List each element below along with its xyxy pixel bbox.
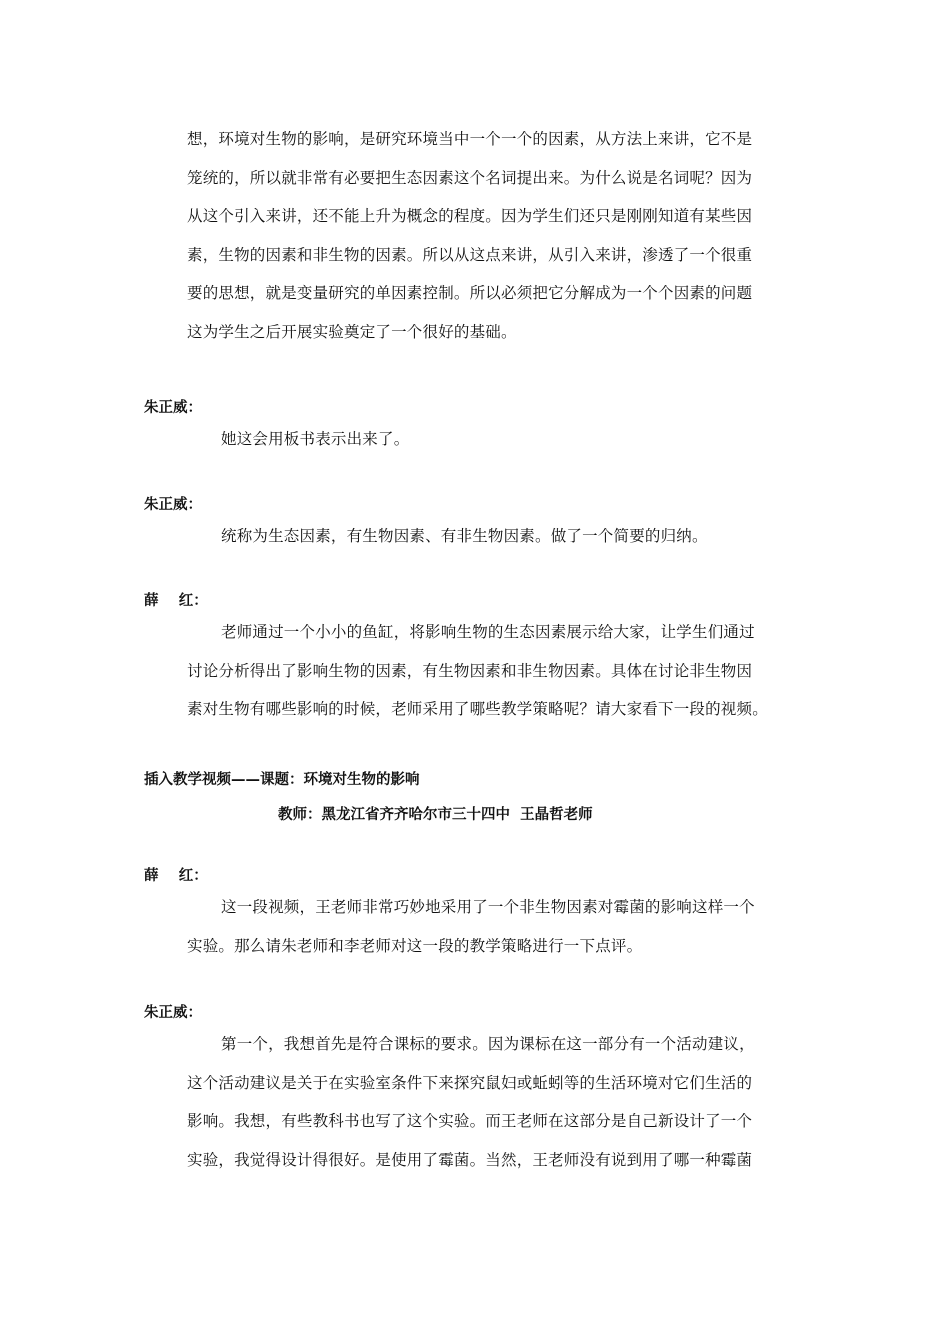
paragraph-line: 她这会用板书表示出来了。 (221, 430, 410, 448)
speaker-label: 薛 红： (144, 593, 208, 609)
paragraph-line: 要的思想，就是变量研究的单因素控制。所以必须把它分解成为一个个因素的问题 (187, 284, 753, 302)
paragraph-line: 从这个引入来讲，还不能上升为概念的程度。因为学生们还只是刚刚知道有某些因 (187, 207, 753, 225)
speech-paragraph (187, 420, 807, 459)
speech-paragraph (187, 888, 807, 965)
paragraph-line: 老师通过一个小小的鱼缸，将影响生物的生态因素展示给大家，让学生们通过 (221, 623, 755, 641)
speech-paragraph (187, 517, 807, 556)
speaker-label: 朱正威： (144, 400, 202, 416)
paragraph-line: 素，生物的因素和非生物的因素。所以从这点来讲，从引入来讲，渗透了一个很重 (187, 245, 753, 264)
speaker-label: 朱正威： (144, 497, 202, 513)
paragraph-line: 实验，我觉得设计得很好。是使用了霉菌。当然，王老师没有说到用了哪一种霉菌 (187, 1150, 753, 1169)
paragraph-line: 素对生物有哪些影响的时候，老师采用了哪些教学策略呢？请大家看下一段的视频。 (187, 700, 768, 718)
paragraph-line: 这为学生之后开展实验奠定了一个很好的基础。 (187, 322, 517, 341)
speaker-label: 薛 红： (144, 868, 208, 884)
video-insert-teacher: 教师：黑龙江省齐齐哈尔市三十四中 王晶哲老师 (278, 807, 593, 823)
paragraph-line: 讨论分析得出了影响生物的因素，有生物因素和非生物因素。具体在讨论非生物因 (187, 661, 753, 680)
speech-paragraph (187, 613, 807, 729)
paragraph-line: 影响。我想，有些教科书也写了这个实验。而王老师在这部分是自己新设计了一个 (187, 1112, 753, 1130)
paragraph-line: 统称为生态因素，有生物因素、有非生物因素。做了一个简要的归纳。 (221, 527, 708, 545)
paragraph-line: 想，环境对生物的影响，是研究环境当中一个一个的因素，从方法上来讲，它不是 (187, 130, 753, 148)
paragraph-line: 实验。那么请朱老师和李老师对这一段的教学策略进行一下点评。 (187, 936, 643, 955)
paragraph-line: 这一段视频，王老师非常巧妙地采用了一个非生物因素对霉菌的影响这样一个 (221, 898, 755, 916)
paragraph-line: 第一个，我想首先是符合课标的要求。因为课标在这一部分有一个活动建议， (221, 1035, 755, 1053)
speaker-label: 朱正威： (144, 1005, 202, 1021)
paragraph-line: 这个活动建议是关于在实验室条件下来探究鼠妇或蚯蚓等的生活环境对它们生活的 (187, 1073, 753, 1092)
intro-paragraph (187, 120, 807, 351)
video-insert-title: 插入教学视频——课题：环境对生物的影响 (144, 772, 420, 788)
speech-paragraph (187, 1025, 807, 1179)
paragraph-line: 笼统的，所以就非常有必要把生态因素这个名词提出来。为什么说是名词呢？因为 (187, 168, 753, 187)
